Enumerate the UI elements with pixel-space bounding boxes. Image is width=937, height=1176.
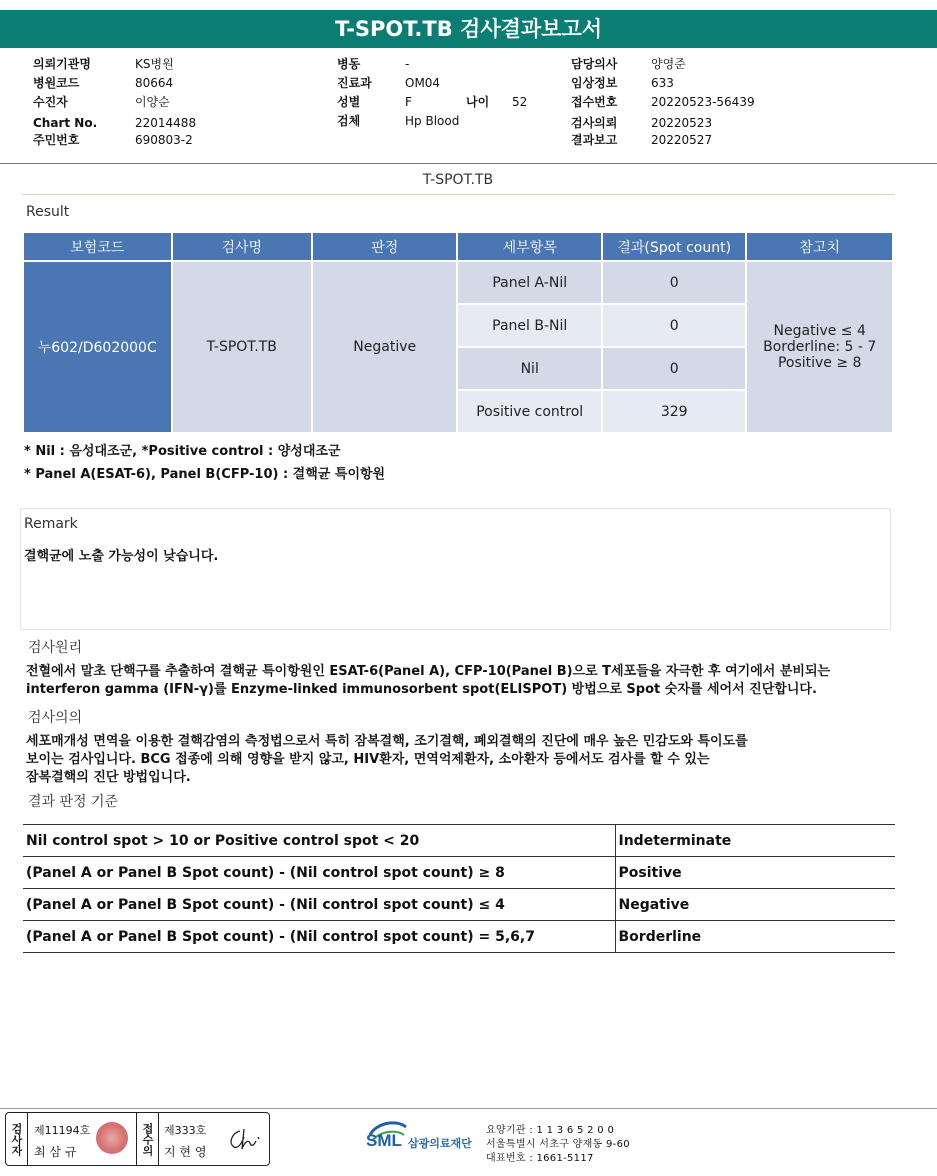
address-line: 서울특별시 서초구 양재동 9-60 bbox=[486, 1139, 630, 1150]
item-value: 0 bbox=[603, 305, 745, 346]
report-title: T-SPOT.TB 검사결과보고서 bbox=[0, 10, 937, 48]
receiver-name: 지 현 영 bbox=[164, 1145, 207, 1159]
table-row bbox=[23, 857, 895, 889]
header-value: 양영준 bbox=[651, 57, 686, 71]
header-label: 검체 bbox=[337, 114, 361, 128]
reference-borderline: Borderline: 5 - 7 bbox=[763, 339, 877, 355]
handwritten-signature bbox=[226, 1125, 264, 1153]
judgement: Negative bbox=[313, 262, 457, 432]
footnote: * Panel A(ESAT-6), Panel B(CFP-10) : 결핵균 특이항원 bbox=[24, 467, 386, 482]
receiver-label: 접수의 bbox=[141, 1122, 154, 1156]
receiver-number: 제333호 bbox=[164, 1124, 207, 1137]
criteria-result: Indeterminate bbox=[615, 825, 895, 857]
header-value: 20220527 bbox=[651, 133, 713, 147]
column-header: 세부항목 bbox=[458, 233, 600, 260]
header-value: 20220523-56439 bbox=[651, 95, 755, 109]
header-label: 진료과 bbox=[337, 76, 372, 90]
significance-label: 검사의의 bbox=[28, 710, 83, 726]
org-abbreviation: SML bbox=[366, 1131, 402, 1150]
column-header: 결과(Spot count) bbox=[603, 233, 745, 260]
principle-line: 전혈에서 말초 단핵구를 추출하여 결핵균 특이항원인 ESAT-6(Panel A), CFP-10(Panel B)으로 T세포들을 자극한 후 여기에서 분비되는 bbox=[26, 664, 831, 679]
remark-box bbox=[20, 508, 891, 630]
header-label: 결과보고 bbox=[571, 133, 618, 147]
criteria-table bbox=[23, 824, 895, 953]
item-name: Positive control bbox=[458, 391, 600, 432]
header-value: F bbox=[405, 95, 412, 109]
test-name: T-SPOT.TB bbox=[173, 262, 311, 432]
header-value: 22014488 bbox=[135, 116, 197, 130]
header-label: 검사의뢰 bbox=[571, 116, 618, 130]
significance-line: 잠복결핵의 진단 방법입니다. bbox=[26, 770, 191, 785]
header-label: 의뢰기관명 bbox=[33, 57, 91, 71]
header-value: Hp Blood bbox=[405, 114, 460, 128]
column-header: 참고치 bbox=[747, 233, 892, 260]
header-value: - bbox=[405, 57, 410, 71]
header-divider bbox=[0, 163, 937, 164]
header-label: 주민번호 bbox=[33, 133, 80, 147]
remark-text: 결핵균에 노출 가능성이 낮습니다. bbox=[24, 549, 219, 564]
principle-label: 검사원리 bbox=[28, 640, 83, 656]
criteria-condition: Nil control spot > 10 or Positive control spot < 20 bbox=[23, 825, 615, 857]
header-value: 52 bbox=[512, 95, 528, 109]
item-value: 329 bbox=[603, 391, 745, 432]
table-row bbox=[23, 889, 895, 921]
significance-line: 보이는 검사입니다. BCG 접종에 의해 영향을 받지 않고, HIV환자, 면역억제환자, 소아환자 등에서도 검사를 할 수 있는 bbox=[26, 752, 710, 767]
criteria-condition: (Panel A or Panel B Spot count) - (Nil control spot count) ≤ 4 bbox=[23, 889, 615, 921]
header-label: 병원코드 bbox=[33, 76, 80, 90]
reference-range bbox=[747, 262, 892, 432]
item-value: 0 bbox=[603, 348, 745, 389]
table-row bbox=[24, 262, 892, 303]
column-header: 판정 bbox=[313, 233, 457, 260]
column-header: 검사명 bbox=[173, 233, 311, 260]
result-section-label: Result bbox=[26, 204, 70, 220]
result-header-row bbox=[24, 233, 892, 260]
criteria-result: Positive bbox=[615, 857, 895, 889]
reference-negative: Negative ≤ 4 bbox=[773, 323, 866, 339]
cell-divider bbox=[27, 1113, 28, 1165]
address-line: 대표번호 : 1661-5117 bbox=[486, 1153, 594, 1164]
table-row bbox=[23, 921, 895, 953]
reference-positive: Positive ≥ 8 bbox=[777, 355, 862, 371]
item-name: Panel B-Nil bbox=[458, 305, 600, 346]
header-label: 나이 bbox=[466, 95, 490, 109]
subtitle-underline bbox=[22, 194, 894, 195]
inspector-name: 최 삼 규 bbox=[34, 1145, 77, 1159]
criteria-result: Negative bbox=[615, 889, 895, 921]
header-label: 임상정보 bbox=[571, 76, 618, 90]
header-label: Chart No. bbox=[33, 116, 98, 130]
column-header: 보험코드 bbox=[24, 233, 171, 260]
header-value: 20220523 bbox=[651, 116, 713, 130]
criteria-result: Borderline bbox=[615, 921, 895, 953]
criteria-label: 결과 판정 기준 bbox=[28, 794, 119, 810]
criteria-condition: (Panel A or Panel B Spot count) - (Nil control spot count) = 5,6,7 bbox=[23, 921, 615, 953]
remark-label: Remark bbox=[24, 516, 78, 532]
criteria-condition: (Panel A or Panel B Spot count) - (Nil control spot count) ≥ 8 bbox=[23, 857, 615, 889]
header-value: 이양순 bbox=[135, 95, 170, 109]
header-value: 80664 bbox=[135, 76, 174, 90]
footnote: * Nil : 음성대조군, *Positive control : 양성대조군 bbox=[24, 444, 341, 459]
org-name: 삼광의료재단 bbox=[408, 1137, 472, 1150]
inspector-number: 제11194호 bbox=[34, 1124, 91, 1137]
principle-line: interferon gamma (IFN-γ)를 Enzyme-linked immunosorbent spot(ELISPOT) 방법으로 Spot 숫자를 세어서 진단합니다. bbox=[26, 682, 817, 697]
inspector-label-cell bbox=[6, 1113, 26, 1165]
item-value: 0 bbox=[603, 262, 745, 303]
signature-box bbox=[5, 1112, 270, 1166]
address-line: 요양기관 : 1 1 3 6 5 2 0 0 bbox=[486, 1125, 615, 1136]
item-name: Nil bbox=[458, 348, 600, 389]
inspector-label: 검사자 bbox=[10, 1122, 23, 1156]
header-label: 수진자 bbox=[33, 95, 68, 109]
header-value: 633 bbox=[651, 76, 674, 90]
footer-divider bbox=[0, 1108, 937, 1109]
header-label: 성별 bbox=[337, 95, 361, 109]
receiver-label-cell bbox=[137, 1113, 157, 1165]
significance-line: 세포매개성 면역을 이용한 결핵감염의 측정법으로서 특히 잠복결핵, 조기결핵, 폐외결핵의 진단에 매우 높은 민감도와 특이도를 bbox=[26, 734, 748, 749]
organization-logo bbox=[366, 1117, 474, 1161]
header-label: 병동 bbox=[337, 57, 361, 71]
official-seal bbox=[96, 1122, 128, 1154]
header-label: 접수번호 bbox=[571, 95, 618, 109]
header-label: 담당의사 bbox=[571, 57, 618, 71]
header-value: 690803-2 bbox=[135, 133, 193, 147]
header-value: KS병원 bbox=[135, 57, 174, 71]
header-value: OM04 bbox=[405, 76, 441, 90]
item-name: Panel A-Nil bbox=[458, 262, 600, 303]
result-table bbox=[22, 231, 894, 434]
section-subtitle: T-SPOT.TB bbox=[422, 172, 494, 188]
cell-divider bbox=[158, 1113, 159, 1165]
insurance-code: 누602/D602000C bbox=[24, 262, 171, 432]
table-row bbox=[23, 825, 895, 857]
